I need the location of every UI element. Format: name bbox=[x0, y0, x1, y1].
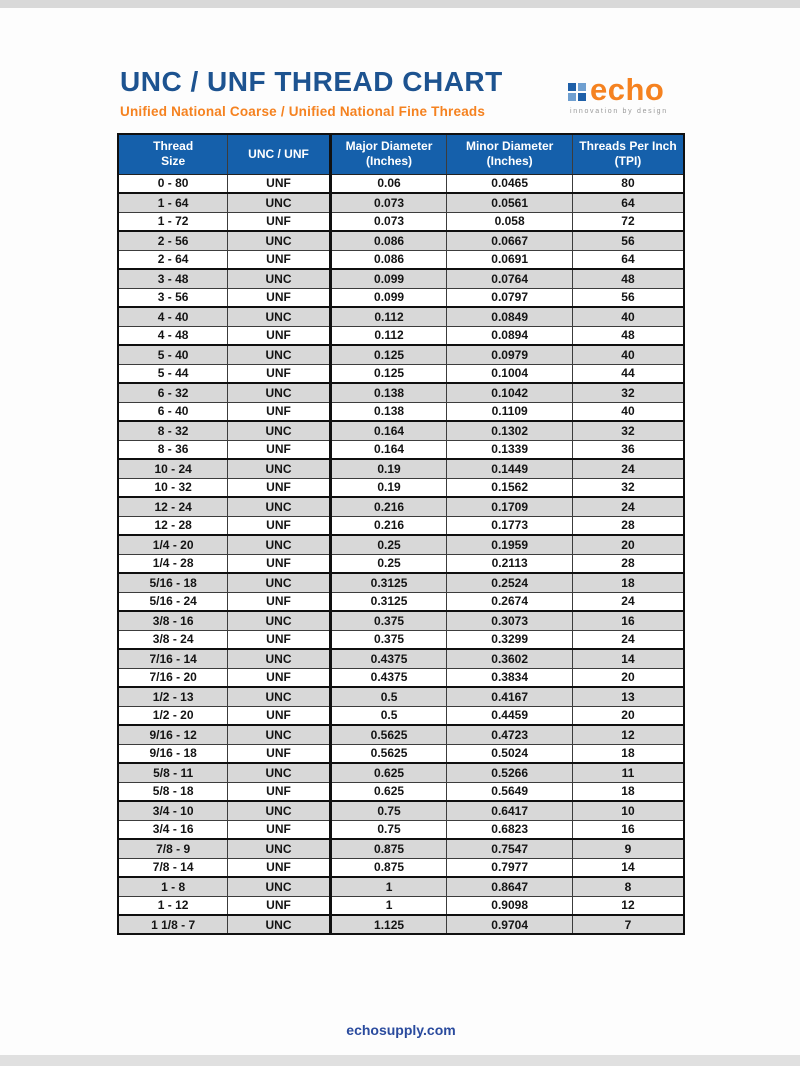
table-row bbox=[118, 915, 684, 934]
cell-major-diameter: 1 bbox=[330, 896, 447, 915]
cell-major-diameter: 0.375 bbox=[330, 611, 447, 630]
cell-tpi: 64 bbox=[572, 250, 684, 269]
table-row bbox=[118, 592, 684, 611]
cell-unc-unf: UNC bbox=[228, 573, 330, 592]
cell-thread-size: 1 - 12 bbox=[118, 896, 228, 915]
cell-tpi: 11 bbox=[572, 763, 684, 782]
cell-tpi: 48 bbox=[572, 326, 684, 345]
cell-minor-diameter: 0.5024 bbox=[447, 744, 573, 763]
cell-minor-diameter: 0.0667 bbox=[447, 231, 573, 250]
cell-minor-diameter: 0.0894 bbox=[447, 326, 573, 345]
cell-unc-unf: UNC bbox=[228, 877, 330, 896]
table-row bbox=[118, 706, 684, 725]
cell-tpi: 9 bbox=[572, 839, 684, 858]
cell-major-diameter: 0.25 bbox=[330, 554, 447, 573]
col-header-thread-size: Thread Size bbox=[118, 134, 228, 174]
cell-minor-diameter: 0.3073 bbox=[447, 611, 573, 630]
cell-unc-unf: UNF bbox=[228, 516, 330, 535]
logo-square bbox=[578, 93, 586, 101]
cell-minor-diameter: 0.2524 bbox=[447, 573, 573, 592]
cell-tpi: 24 bbox=[572, 459, 684, 478]
table-row bbox=[118, 421, 684, 440]
cell-minor-diameter: 0.1109 bbox=[447, 402, 573, 421]
cell-thread-size: 3 - 56 bbox=[118, 288, 228, 307]
cell-major-diameter: 0.073 bbox=[330, 212, 447, 231]
cell-minor-diameter: 0.4723 bbox=[447, 725, 573, 744]
cell-unc-unf: UNC bbox=[228, 269, 330, 288]
cell-thread-size: 3/4 - 10 bbox=[118, 801, 228, 820]
cell-major-diameter: 0.099 bbox=[330, 269, 447, 288]
table-row bbox=[118, 744, 684, 763]
cell-thread-size: 1/2 - 13 bbox=[118, 687, 228, 706]
cell-thread-size: 8 - 32 bbox=[118, 421, 228, 440]
table-row bbox=[118, 839, 684, 858]
cell-major-diameter: 0.086 bbox=[330, 231, 447, 250]
cell-thread-size: 1/4 - 28 bbox=[118, 554, 228, 573]
table-row bbox=[118, 725, 684, 744]
cell-thread-size: 1/2 - 20 bbox=[118, 706, 228, 725]
table-row bbox=[118, 497, 684, 516]
cell-thread-size: 1 1/8 - 7 bbox=[118, 915, 228, 934]
cell-thread-size: 1 - 64 bbox=[118, 193, 228, 212]
page-top-edge bbox=[0, 0, 800, 8]
cell-thread-size: 4 - 48 bbox=[118, 326, 228, 345]
cell-tpi: 28 bbox=[572, 554, 684, 573]
cell-minor-diameter: 0.9098 bbox=[447, 896, 573, 915]
cell-major-diameter: 0.06 bbox=[330, 174, 447, 193]
cell-major-diameter: 0.086 bbox=[330, 250, 447, 269]
col-header-minor-diameter: Minor Diameter (Inches) bbox=[447, 134, 573, 174]
cell-unc-unf: UNF bbox=[228, 592, 330, 611]
table-row bbox=[118, 877, 684, 896]
cell-thread-size: 5/8 - 18 bbox=[118, 782, 228, 801]
table-row bbox=[118, 402, 684, 421]
cell-thread-size: 0 - 80 bbox=[118, 174, 228, 193]
cell-thread-size: 3 - 48 bbox=[118, 269, 228, 288]
col-header-tpi: Threads Per Inch (TPI) bbox=[572, 134, 684, 174]
cell-tpi: 56 bbox=[572, 231, 684, 250]
cell-thread-size: 7/16 - 20 bbox=[118, 668, 228, 687]
logo-square bbox=[568, 93, 576, 101]
table-row bbox=[118, 345, 684, 364]
cell-tpi: 20 bbox=[572, 535, 684, 554]
cell-minor-diameter: 0.0561 bbox=[447, 193, 573, 212]
cell-tpi: 16 bbox=[572, 820, 684, 839]
cell-minor-diameter: 0.1449 bbox=[447, 459, 573, 478]
cell-thread-size: 5/16 - 18 bbox=[118, 573, 228, 592]
table-row bbox=[118, 516, 684, 535]
cell-minor-diameter: 0.1302 bbox=[447, 421, 573, 440]
cell-unc-unf: UNC bbox=[228, 839, 330, 858]
cell-thread-size: 6 - 40 bbox=[118, 402, 228, 421]
logo-square bbox=[578, 83, 586, 91]
cell-minor-diameter: 0.1709 bbox=[447, 497, 573, 516]
cell-major-diameter: 0.099 bbox=[330, 288, 447, 307]
echo-logo-icon bbox=[568, 83, 586, 101]
cell-minor-diameter: 0.5649 bbox=[447, 782, 573, 801]
cell-major-diameter: 0.625 bbox=[330, 763, 447, 782]
page-subtitle: Unified National Coarse / Unified National Fine Threads bbox=[120, 104, 486, 119]
cell-tpi: 48 bbox=[572, 269, 684, 288]
cell-thread-size: 1 - 8 bbox=[118, 877, 228, 896]
cell-unc-unf: UNC bbox=[228, 193, 330, 212]
table-row bbox=[118, 440, 684, 459]
cell-thread-size: 5/8 - 11 bbox=[118, 763, 228, 782]
cell-unc-unf: UNC bbox=[228, 383, 330, 402]
logo-wordmark: echo bbox=[590, 72, 665, 107]
table-row bbox=[118, 820, 684, 839]
logo-tagline: innovation by design bbox=[570, 108, 668, 115]
table-row bbox=[118, 288, 684, 307]
cell-tpi: 72 bbox=[572, 212, 684, 231]
table-row bbox=[118, 250, 684, 269]
page-title: UNC / UNF THREAD CHART bbox=[120, 66, 503, 97]
cell-minor-diameter: 0.8647 bbox=[447, 877, 573, 896]
cell-major-diameter: 0.375 bbox=[330, 630, 447, 649]
cell-tpi: 64 bbox=[572, 193, 684, 212]
cell-major-diameter: 0.5 bbox=[330, 706, 447, 725]
cell-thread-size: 5 - 40 bbox=[118, 345, 228, 364]
cell-major-diameter: 0.112 bbox=[330, 307, 447, 326]
table-row bbox=[118, 231, 684, 250]
cell-tpi: 20 bbox=[572, 668, 684, 687]
cell-minor-diameter: 0.0979 bbox=[447, 345, 573, 364]
cell-major-diameter: 0.5625 bbox=[330, 725, 447, 744]
cell-minor-diameter: 0.0797 bbox=[447, 288, 573, 307]
cell-unc-unf: UNC bbox=[228, 763, 330, 782]
cell-minor-diameter: 0.1042 bbox=[447, 383, 573, 402]
cell-unc-unf: UNC bbox=[228, 801, 330, 820]
cell-major-diameter: 0.164 bbox=[330, 421, 447, 440]
cell-thread-size: 2 - 56 bbox=[118, 231, 228, 250]
cell-tpi: 10 bbox=[572, 801, 684, 820]
table-row bbox=[118, 687, 684, 706]
cell-unc-unf: UNF bbox=[228, 440, 330, 459]
cell-tpi: 12 bbox=[572, 725, 684, 744]
table-row bbox=[118, 782, 684, 801]
document-footer bbox=[117, 1022, 685, 1040]
cell-unc-unf: UNF bbox=[228, 858, 330, 877]
cell-thread-size: 9/16 - 12 bbox=[118, 725, 228, 744]
cell-major-diameter: 0.164 bbox=[330, 440, 447, 459]
cell-tpi: 28 bbox=[572, 516, 684, 535]
cell-minor-diameter: 0.4167 bbox=[447, 687, 573, 706]
cell-major-diameter: 0.125 bbox=[330, 364, 447, 383]
cell-thread-size: 9/16 - 18 bbox=[118, 744, 228, 763]
cell-unc-unf: UNF bbox=[228, 174, 330, 193]
table-header-row bbox=[118, 134, 684, 174]
cell-unc-unf: UNC bbox=[228, 307, 330, 326]
cell-minor-diameter: 0.7977 bbox=[447, 858, 573, 877]
cell-minor-diameter: 0.5266 bbox=[447, 763, 573, 782]
cell-major-diameter: 0.4375 bbox=[330, 668, 447, 687]
cell-unc-unf: UNF bbox=[228, 288, 330, 307]
cell-unc-unf: UNF bbox=[228, 896, 330, 915]
cell-tpi: 80 bbox=[572, 174, 684, 193]
cell-thread-size: 10 - 32 bbox=[118, 478, 228, 497]
cell-minor-diameter: 0.2674 bbox=[447, 592, 573, 611]
cell-tpi: 36 bbox=[572, 440, 684, 459]
cell-tpi: 18 bbox=[572, 744, 684, 763]
cell-tpi: 40 bbox=[572, 402, 684, 421]
cell-major-diameter: 0.112 bbox=[330, 326, 447, 345]
cell-unc-unf: UNF bbox=[228, 402, 330, 421]
cell-unc-unf: UNF bbox=[228, 706, 330, 725]
cell-tpi: 18 bbox=[572, 573, 684, 592]
cell-minor-diameter: 0.058 bbox=[447, 212, 573, 231]
cell-unc-unf: UNF bbox=[228, 212, 330, 231]
cell-major-diameter: 0.4375 bbox=[330, 649, 447, 668]
table-row bbox=[118, 535, 684, 554]
cell-unc-unf: UNC bbox=[228, 649, 330, 668]
cell-thread-size: 3/8 - 16 bbox=[118, 611, 228, 630]
cell-minor-diameter: 0.6417 bbox=[447, 801, 573, 820]
table-row bbox=[118, 269, 684, 288]
cell-thread-size: 4 - 40 bbox=[118, 307, 228, 326]
cell-major-diameter: 0.073 bbox=[330, 193, 447, 212]
cell-tpi: 13 bbox=[572, 687, 684, 706]
cell-tpi: 32 bbox=[572, 478, 684, 497]
table-row bbox=[118, 212, 684, 231]
cell-unc-unf: UNF bbox=[228, 668, 330, 687]
cell-tpi: 44 bbox=[572, 364, 684, 383]
cell-thread-size: 5/16 - 24 bbox=[118, 592, 228, 611]
cell-thread-size: 12 - 24 bbox=[118, 497, 228, 516]
cell-major-diameter: 0.138 bbox=[330, 402, 447, 421]
cell-unc-unf: UNF bbox=[228, 630, 330, 649]
cell-thread-size: 8 - 36 bbox=[118, 440, 228, 459]
echo-logo bbox=[568, 74, 688, 115]
cell-tpi: 56 bbox=[572, 288, 684, 307]
cell-tpi: 18 bbox=[572, 782, 684, 801]
cell-tpi: 16 bbox=[572, 611, 684, 630]
cell-thread-size: 7/8 - 9 bbox=[118, 839, 228, 858]
cell-minor-diameter: 0.0465 bbox=[447, 174, 573, 193]
thread-chart-table bbox=[117, 133, 685, 935]
cell-minor-diameter: 0.3834 bbox=[447, 668, 573, 687]
page-bottom-edge bbox=[0, 1055, 800, 1066]
cell-unc-unf: UNF bbox=[228, 364, 330, 383]
cell-tpi: 7 bbox=[572, 915, 684, 934]
cell-unc-unf: UNC bbox=[228, 687, 330, 706]
cell-major-diameter: 0.3125 bbox=[330, 573, 447, 592]
cell-minor-diameter: 0.2113 bbox=[447, 554, 573, 573]
cell-minor-diameter: 0.7547 bbox=[447, 839, 573, 858]
cell-thread-size: 5 - 44 bbox=[118, 364, 228, 383]
table-row bbox=[118, 649, 684, 668]
table-row bbox=[118, 801, 684, 820]
col-header-major-diameter: Major Diameter (Inches) bbox=[330, 134, 447, 174]
cell-major-diameter: 0.138 bbox=[330, 383, 447, 402]
cell-major-diameter: 0.216 bbox=[330, 516, 447, 535]
cell-thread-size: 1 - 72 bbox=[118, 212, 228, 231]
cell-unc-unf: UNC bbox=[228, 459, 330, 478]
cell-tpi: 14 bbox=[572, 649, 684, 668]
cell-major-diameter: 0.75 bbox=[330, 820, 447, 839]
table-row bbox=[118, 193, 684, 212]
cell-tpi: 40 bbox=[572, 307, 684, 326]
cell-tpi: 8 bbox=[572, 877, 684, 896]
cell-tpi: 14 bbox=[572, 858, 684, 877]
table-body bbox=[118, 174, 684, 934]
cell-major-diameter: 0.75 bbox=[330, 801, 447, 820]
cell-minor-diameter: 0.9704 bbox=[447, 915, 573, 934]
cell-major-diameter: 1 bbox=[330, 877, 447, 896]
cell-thread-size: 1/4 - 20 bbox=[118, 535, 228, 554]
cell-thread-size: 3/8 - 24 bbox=[118, 630, 228, 649]
cell-minor-diameter: 0.0764 bbox=[447, 269, 573, 288]
table-row bbox=[118, 174, 684, 193]
cell-tpi: 20 bbox=[572, 706, 684, 725]
cell-unc-unf: UNC bbox=[228, 915, 330, 934]
cell-major-diameter: 0.125 bbox=[330, 345, 447, 364]
cell-minor-diameter: 0.0691 bbox=[447, 250, 573, 269]
cell-thread-size: 10 - 24 bbox=[118, 459, 228, 478]
cell-unc-unf: UNF bbox=[228, 782, 330, 801]
cell-tpi: 12 bbox=[572, 896, 684, 915]
cell-unc-unf: UNF bbox=[228, 554, 330, 573]
cell-major-diameter: 0.25 bbox=[330, 535, 447, 554]
logo-square bbox=[568, 83, 576, 91]
table-row bbox=[118, 611, 684, 630]
table-row bbox=[118, 459, 684, 478]
cell-major-diameter: 0.216 bbox=[330, 497, 447, 516]
cell-major-diameter: 0.5625 bbox=[330, 744, 447, 763]
cell-unc-unf: UNC bbox=[228, 725, 330, 744]
cell-unc-unf: UNC bbox=[228, 345, 330, 364]
cell-major-diameter: 0.875 bbox=[330, 858, 447, 877]
echo-logo-row bbox=[568, 74, 688, 105]
cell-major-diameter: 0.3125 bbox=[330, 592, 447, 611]
cell-thread-size: 7/16 - 14 bbox=[118, 649, 228, 668]
table-row bbox=[118, 668, 684, 687]
cell-thread-size: 2 - 64 bbox=[118, 250, 228, 269]
table-row bbox=[118, 364, 684, 383]
cell-unc-unf: UNF bbox=[228, 250, 330, 269]
cell-minor-diameter: 0.1773 bbox=[447, 516, 573, 535]
cell-major-diameter: 0.19 bbox=[330, 478, 447, 497]
cell-thread-size: 7/8 - 14 bbox=[118, 858, 228, 877]
cell-thread-size: 6 - 32 bbox=[118, 383, 228, 402]
cell-minor-diameter: 0.6823 bbox=[447, 820, 573, 839]
cell-unc-unf: UNF bbox=[228, 478, 330, 497]
cell-unc-unf: UNF bbox=[228, 326, 330, 345]
cell-thread-size: 3/4 - 16 bbox=[118, 820, 228, 839]
table-row bbox=[118, 478, 684, 497]
cell-minor-diameter: 0.1562 bbox=[447, 478, 573, 497]
cell-unc-unf: UNF bbox=[228, 744, 330, 763]
table-row bbox=[118, 896, 684, 915]
table-row bbox=[118, 763, 684, 782]
col-header-unc-unf: UNC / UNF bbox=[228, 134, 330, 174]
cell-minor-diameter: 0.3602 bbox=[447, 649, 573, 668]
cell-major-diameter: 0.625 bbox=[330, 782, 447, 801]
cell-tpi: 40 bbox=[572, 345, 684, 364]
cell-major-diameter: 0.5 bbox=[330, 687, 447, 706]
table-row bbox=[118, 383, 684, 402]
cell-minor-diameter: 0.4459 bbox=[447, 706, 573, 725]
cell-unc-unf: UNC bbox=[228, 611, 330, 630]
table-row bbox=[118, 326, 684, 345]
table-row bbox=[118, 630, 684, 649]
footer-link[interactable]: echosupply.com bbox=[346, 1022, 456, 1038]
cell-minor-diameter: 0.3299 bbox=[447, 630, 573, 649]
cell-unc-unf: UNC bbox=[228, 535, 330, 554]
table-row bbox=[118, 858, 684, 877]
cell-unc-unf: UNF bbox=[228, 820, 330, 839]
cell-tpi: 24 bbox=[572, 497, 684, 516]
cell-minor-diameter: 0.1959 bbox=[447, 535, 573, 554]
cell-major-diameter: 0.19 bbox=[330, 459, 447, 478]
cell-major-diameter: 1.125 bbox=[330, 915, 447, 934]
cell-tpi: 32 bbox=[572, 383, 684, 402]
cell-minor-diameter: 0.1339 bbox=[447, 440, 573, 459]
cell-unc-unf: UNC bbox=[228, 231, 330, 250]
cell-tpi: 24 bbox=[572, 592, 684, 611]
cell-unc-unf: UNC bbox=[228, 497, 330, 516]
cell-minor-diameter: 0.1004 bbox=[447, 364, 573, 383]
cell-tpi: 32 bbox=[572, 421, 684, 440]
table-row bbox=[118, 307, 684, 326]
cell-thread-size: 12 - 28 bbox=[118, 516, 228, 535]
cell-minor-diameter: 0.0849 bbox=[447, 307, 573, 326]
cell-tpi: 24 bbox=[572, 630, 684, 649]
table-row bbox=[118, 554, 684, 573]
cell-unc-unf: UNC bbox=[228, 421, 330, 440]
cell-major-diameter: 0.875 bbox=[330, 839, 447, 858]
table-row bbox=[118, 573, 684, 592]
